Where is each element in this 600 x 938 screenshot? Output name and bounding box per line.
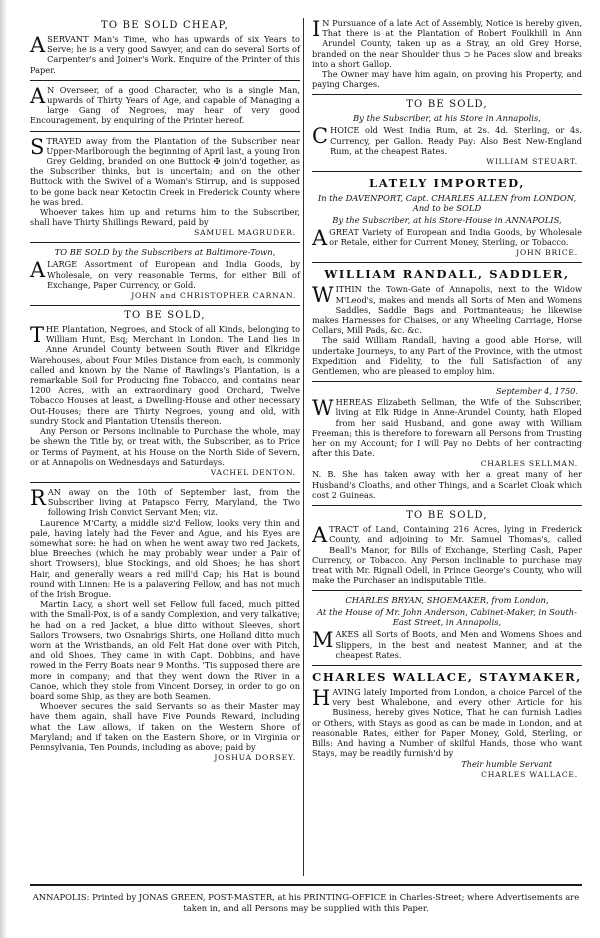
- divider: [312, 381, 582, 382]
- ad-rum-for-sale: [312, 99, 582, 166]
- ad-heading: CHARLES BRYAN, SHOEMAKER, from London,: [345, 595, 549, 606]
- drop-cap: A: [312, 226, 328, 251]
- ad-body-2: N. B. She has taken away with her a great many of her Husband's Cloaths, and other Things, and a Scarlet Cloak which cost 2 Guineas.: [312, 469, 582, 500]
- drop-cap: W: [312, 283, 334, 308]
- ad-body: A N Overseer, of a good Character, who is a single Man, upwards of Thirty Years of Age, and capable of Managing a large Gang of Negroes, may hear of very good Encouragement, by enquiring of the Printer hereof.: [30, 83, 300, 126]
- ad-closing: Their humble Servant: [461, 759, 552, 770]
- ad-body: ALARGE Assortment of European and India Goods, by Wholesale, on very reasonable Terms, for either Bill of Exchange, Paper Currency, or Gold.: [30, 258, 300, 290]
- ad-stray-horse-notice: [312, 18, 582, 89]
- ad-subheading-2: By the Subscriber, at his Store-House in ANNAPOLIS,: [332, 215, 562, 226]
- ad-body: WITHIN the Town-Gate of Annapolis, next to the Widow M'Leod's, makes and mends all Sorts of Men and Womens Saddles, Saddle Bags and Portmanteaus; he likewise makes Harnesses for Chaises, or any Wheeling Carriage, Horse Collars, Mill Pads, &c. &c.: [312, 283, 582, 336]
- ad-staymaker: [312, 670, 582, 779]
- ad-heading: LATELY IMPORTED,: [369, 176, 525, 191]
- drop-cap: I: [312, 17, 321, 41]
- divider: [312, 505, 582, 506]
- ad-baltimore-goods: [30, 247, 300, 300]
- ad-body-2: Whoever takes him up and returns him to the Subscriber, shall have Thirty Shillings Reward, paid by: [30, 207, 300, 228]
- page-edge-shadow: [0, 0, 8, 938]
- ad-heading: CHARLES WALLACE, STAYMAKER,: [312, 669, 582, 684]
- ad-body-4: Whoever secures the said Servants so as their Master may have them again, shall have Five Pounds Reward, including what the Law allows, if taken on the Western Shore of Maryland; and if taken on the Eastern Shore, or in Virginia or Pennsylvania, Ten Pounds, including as above; paid by: [30, 701, 300, 752]
- ad-plantation-for-sale: [30, 310, 300, 477]
- ad-body: THE Plantation, Negroes, and Stock of all Kinds, belonging to William Hunt, Esq; Merchant in London. The Land lies in Anne Arundel County between South River and Elkridge Warehouses, about Four Miles Distance from each, is commonly called and known by the Name of Rawlings's Plantation, is a remarkable Soil for Producing fine Tobacco, and contains near 1200 Acres, with an extraordinary good Orchard, Twelve Tobacco Houses at least, a Dwelling-House and other necessary Out-Houses; there are Thirty Negroes, young and old, with sundry Stock and Plantation Utensils thereon.: [30, 323, 300, 426]
- drop-cap: T: [30, 323, 45, 348]
- drop-cap: A: [30, 258, 46, 283]
- ad-heading: TO BE SOLD,: [406, 510, 488, 522]
- ad-signature: VACHEL DENTON.: [210, 467, 296, 477]
- drop-cap: H: [312, 685, 331, 710]
- right-column: [312, 18, 582, 783]
- ad-body-2: The said William Randall, having a good able Horse, will undertake Journeys, to any Part of the Province, with the utmost Expedition and Fidelity, to the full Satisfaction of any Gentlemen, who are pleased to employ him.: [312, 335, 582, 377]
- ad-signature: CHARLES WALLACE.: [481, 770, 578, 780]
- ad-body-2: The Owner may have him again, on proving his Property, and paying Charges.: [312, 69, 582, 90]
- ad-signature: SAMUEL MAGRUDER.: [194, 228, 296, 238]
- ad-eloped-wife-notice: [312, 386, 582, 500]
- ad-signature: JOSHUA DORSEY.: [214, 753, 296, 763]
- left-column: [30, 18, 300, 766]
- ad-signature: CHARLES SELLMAN.: [480, 459, 578, 469]
- drop-cap: M: [312, 628, 334, 653]
- ad-saddler: [312, 267, 582, 376]
- drop-cap: W: [312, 396, 334, 421]
- drop-cap: A: [30, 33, 46, 57]
- divider: [312, 171, 582, 172]
- ad-lately-imported: [312, 176, 582, 257]
- ad-heading: WILLIAM RANDALL, SADDLER,: [324, 267, 570, 282]
- imprint-footer: ANNAPOLIS: Printed by JONAS GREEN, POST-MASTER, at his PRINTING-OFFICE in Charles-Street; where Advertisements are taken in, and all Persons may be supplied with this Paper.: [32, 892, 580, 913]
- ad-subheading: At the House of Mr. John Anderson, Cabinet-Maker, in South-East Street, in Annapolis,: [317, 607, 577, 628]
- ad-strayed-gelding: [30, 136, 300, 238]
- column-divider: [303, 18, 304, 876]
- ad-subheading: By the Subscriber, at his Store in Annapolis,: [353, 113, 541, 124]
- footer-divider: [30, 884, 582, 886]
- divider: [30, 80, 300, 81]
- ad-heading: TO BE SOLD by the Subscribers at Baltimore-Town,: [54, 247, 276, 258]
- divider: [312, 590, 582, 591]
- divider: [30, 242, 300, 243]
- drop-cap: S: [30, 134, 45, 159]
- ad-land-for-sale: [312, 510, 582, 585]
- divider: [30, 482, 300, 483]
- drop-cap: C: [312, 124, 329, 149]
- drop-cap: A: [312, 523, 328, 548]
- ad-body: ATRACT of Land, Containing 216 Acres, lying in Frederick County, and adjoining to Mr. Samuel Thomas's, called Beall's Manor, for Bills of Exchange, Sterling Cash, Paper Currency, or Tobacco. Any Person inclinable to purchase may treat with Mr. Rignall Odell, in Prince George's County, who will make the Purchaser an indisputable Title.: [312, 523, 582, 586]
- divider: [312, 665, 582, 666]
- ad-shoemaker: [312, 595, 582, 660]
- ad-runaway-servants: [30, 487, 300, 762]
- ad-body: STRAYED away from the Plantation of the Subscriber near Upper-Marlborough the beginning of April last, a young Iron Grey Gelding, branded on one Buttock ✠ join'd together, as the Subscriber thinks, but is uncertain; and on the other Buttock with the Swivel of a Woman's Stirrup, and is supposed to be gone back near Ketoctin Creek in Frederick County where he was bred.: [30, 134, 300, 207]
- ad-date: September 4, 1750.: [495, 386, 578, 397]
- ad-body-3: Martin Lacy, a short well set Fellow full faced, much pitted with the Small-Pox, is of a sandy Complexion, and very talkative; he had on a red Jacket, a blue ditto without Sleeves, short Sailors Trowsers, two Osnabrigs Shirts, one Holland ditto much worn at the Wristbands, an old Felt Hat done over with Pitch, and old Shoes. They came in with Capt. Dobbins, and have rowed in the Ferry Boats near 9 Months. 'Tis supposed there are more in company; and that they went down the River in a Canoe, which they stole from Vincent Dorsey, in order to go on board some Ship, as they are both Seamen.: [30, 599, 300, 701]
- divider: [30, 131, 300, 132]
- ad-body: CHOICE old West India Rum, at 2s. 4d. Sterling, or 4s. Currency, per Gallon. Ready Pay: Also Best New-England Rum, at the cheapest Rates.: [312, 124, 582, 156]
- ad-body: HAVING lately Imported from London, a choice Parcel of the very best Whalebone, and every other Article for his Business, hereby gives Notice, That he can furnish Ladies or Others, with Stays as good as can be made in London, and at reasonable Rates, either for Paper Money, Gold, Sterling, or Bills: And having a Number of skilful Hands, those who want Stays, may be readily furnish'd by: [312, 685, 582, 759]
- ad-body-2: Any Person or Persons inclinable to Purchase the whole, may be shewn the Title by, or treat with, the Subscriber, as to Price or Terms of Payment, at his House on the North Side of Severn, or at Annapolis on Wednesdays and Saturdays.: [30, 426, 300, 467]
- drop-cap: A: [30, 83, 46, 108]
- ad-heading: TO BE SOLD CHEAP,: [101, 20, 229, 31]
- ad-subheading: In the DAVENPORT, Capt. CHARLES ALLEN from LONDON, And to be SOLD: [317, 193, 577, 214]
- ad-body: MAKES all Sorts of Boots, and Men and Womens Shoes and Slippers, in the best and neatest Manner, and at the cheapest Rates.: [312, 628, 582, 660]
- divider: [312, 262, 582, 263]
- ad-signature: JOHN and CHRISTOPHER CARNAN.: [131, 291, 296, 301]
- ad-body: AGREAT Variety of European and India Goods, by Wholesale or Retale, either for Current Money, Sterling, or Tobacco.: [312, 226, 582, 251]
- ad-body: RAN away on the 10th of September last, from the Subscriber living at Patapsco Ferry, Maryland, the Two following Irish Convict Servant Men; viz.: [30, 485, 300, 518]
- ad-signature: JOHN BRICE.: [516, 248, 578, 258]
- ad-body: ASERVANT Man's Time, who has upwards of six Years to Serve; he is a very good Sawyer, and can do several Sorts of Carpenter's and Joiner's Work. Enquire of the Printer of this Paper.: [30, 33, 300, 75]
- ad-body: WHEREAS Elizabeth Sellman, the Wife of the Subscriber, living at Elk Ridge in Anne-Arundel County, hath Eloped from her said Husband, and gone away with William Freeman; this is therefore to forewarn all Persons from Trusting her on my Account; for I will Pay no Debts of her contracting after this Date.: [312, 396, 582, 459]
- ad-body-2: Laurence M'Carty, a middle siz'd Fellow, looks very thin and pale, having lately had the Fever and Ague, and his Eyes are somewhat sore: he had on when he went away two red Jackets, blue Breeches (which he may probably wear under a Pair of short Trowsers), blue Stockings, and old Shoes; he has short Hair, and generally wears a red mill'd Cap; his Hat is bound round with Linnen: He is a palavering Fellow, and has not much of the Irish Brogue.: [30, 517, 300, 599]
- ad-signature: WILLIAM STEUART.: [486, 157, 578, 167]
- divider: [312, 94, 582, 95]
- ad-servant-for-sale: [30, 20, 300, 75]
- divider: [30, 305, 300, 306]
- ad-heading: TO BE SOLD,: [124, 310, 206, 322]
- ad-overseer-wanted: [30, 85, 300, 126]
- drop-cap: R: [30, 485, 46, 510]
- ad-body: I N Pursuance of a late Act of Assembly, Notice is hereby given, That there is at the Plantation of Robert Foulkhill in Ann Arundel County, taken up as a Stray, an old Grey Horse, branded on the near Shoulder thus ⊃ he Paces slow and breaks into a short Gallop.: [312, 17, 582, 69]
- ad-heading: TO BE SOLD,: [406, 99, 488, 111]
